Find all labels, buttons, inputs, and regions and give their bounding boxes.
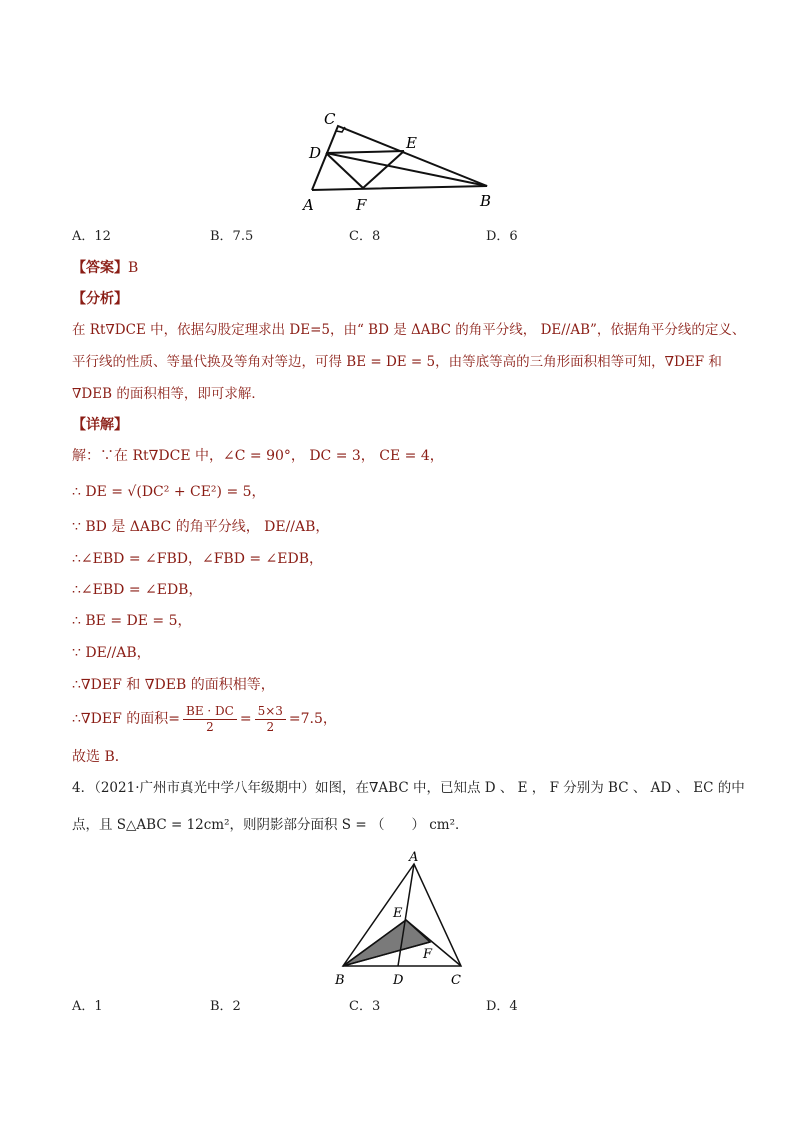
q4-label-a: A [409, 850, 419, 865]
answer-value: B [128, 260, 139, 276]
segment-df [326, 153, 363, 188]
q4-line-1: 4．（2021·广州市真光中学八年级期中）如图，在∇ABC 中，已知点 D 、 E ， F 分别为 BC 、 AD 、 EC 的中 [72, 780, 745, 796]
analysis-line-3: ∇DEB 的面积相等，即可求解． [72, 386, 265, 402]
fraction-1-numerator: BE · DC [183, 704, 237, 720]
answer-line [72, 258, 138, 278]
label-d: D [309, 144, 322, 162]
q4-option-b: B．2 [210, 999, 241, 1014]
q4-line-2: 点，且 S△ABC = 12cm²，则阴影部分面积 S = （ ） cm²． [72, 817, 469, 833]
area-prefix: ∴∇DEF 的面积= [72, 711, 181, 727]
shaded-triangle [343, 920, 430, 966]
fraction-1-denominator: 2 [206, 719, 214, 734]
segment-ef [363, 151, 404, 188]
analysis-line-2: 平行线的性质、等量代换及等角对等边，可得 BE = DE = 5，由等底等高的三角形面积相等可知，∇DEF 和 [72, 354, 722, 370]
q3-option-c: C．8 [349, 229, 381, 244]
q3-figure [296, 106, 506, 216]
q4-label-b: B [335, 973, 345, 988]
fraction-2-numerator: 5×3 [255, 704, 286, 720]
label-c: C [324, 110, 336, 128]
q4-option-c: C．3 [349, 999, 381, 1014]
q4-figure [330, 846, 470, 991]
solution-line-3: ∵ BD 是 ΔABC 的角平分线， DE//AB， [72, 519, 330, 535]
solution-line-4: ∴∠EBD = ∠FBD，∠FBD = ∠EDB， [72, 551, 324, 567]
solution-line-2: ∴ DE = √(DC² + CE²) = 5， [72, 484, 266, 500]
q4-label-e: E [393, 906, 403, 921]
segment-db [326, 153, 487, 186]
solution-line-7: ∵ DE//AB， [72, 645, 151, 661]
q4-label-c: C [451, 973, 461, 988]
solution-line-6: ∴ BE = DE = 5， [72, 613, 192, 629]
segment-de [326, 151, 404, 153]
label-b: B [480, 192, 492, 210]
q3-option-b: B．7.5 [210, 229, 254, 244]
conclusion-line: 故选 B． [72, 749, 129, 765]
label-a: A [303, 196, 314, 214]
fraction-2 [255, 704, 286, 735]
label-f: F [356, 196, 367, 214]
q4-option-a: A．1 [72, 999, 103, 1014]
detail-tag: 【详解】 [72, 417, 128, 433]
q3-option-d: D．6 [486, 229, 518, 244]
analysis-tag: 【分析】 [72, 291, 128, 307]
equals-sign: = [239, 711, 252, 727]
q3-option-a: A．12 [72, 229, 111, 244]
fraction-2-denominator: 2 [266, 719, 275, 734]
solution-line-8: ∴∇DEF 和 ∇DEB 的面积相等， [72, 677, 275, 693]
q4-label-f: F [423, 947, 433, 962]
solution-line-5: ∴∠EBD = ∠EDB， [72, 582, 203, 598]
q4-label-d: D [393, 973, 404, 988]
label-e: E [406, 134, 417, 152]
q4-option-d: D．4 [486, 999, 518, 1014]
answer-tag: 【答案】 [72, 260, 128, 276]
area-line [72, 702, 337, 736]
analysis-line-1: 在 Rt∇DCE 中，依据勾股定理求出 DE=5，由“ BD 是 ΔABC 的角平分线， DE//AB”，依据角平分线的定义、 [72, 322, 746, 338]
area-suffix: =7.5， [288, 711, 337, 727]
solution-line-1: 解：∵在 Rt∇DCE 中，∠C = 90°， DC = 3， CE = 4， [72, 448, 444, 464]
fraction-1 [183, 704, 237, 735]
